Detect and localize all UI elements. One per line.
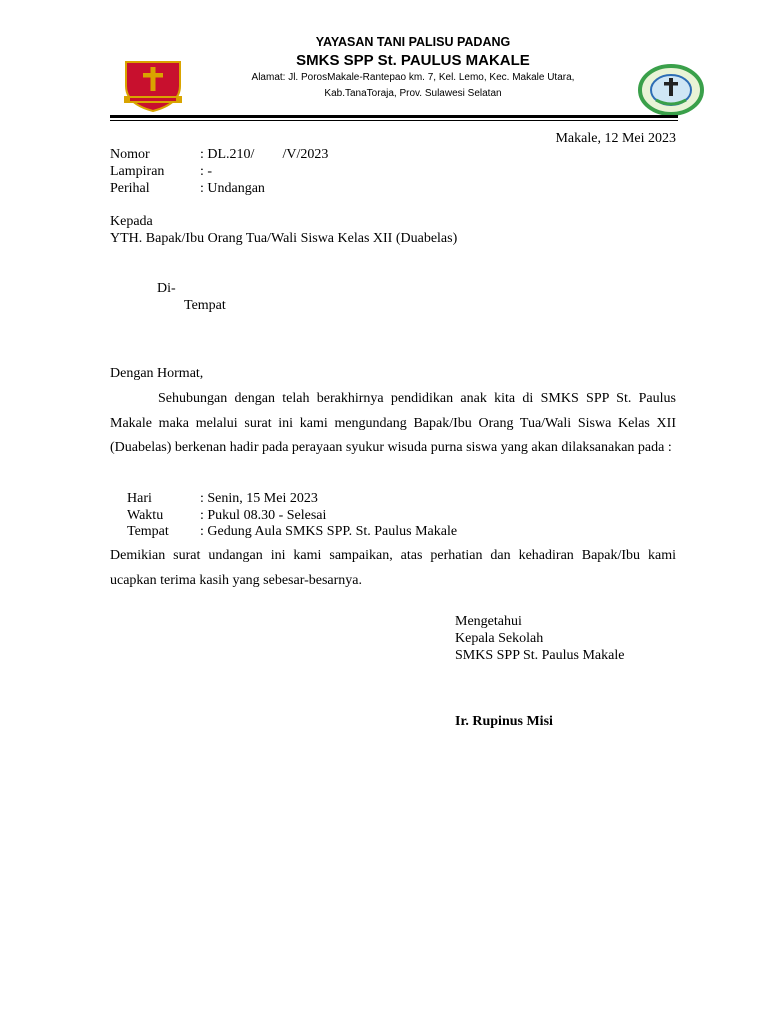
event-label-tempat: Tempat xyxy=(127,524,169,539)
signatory-name: Ir. Rupinus Misi xyxy=(455,714,553,729)
closing-paragraph: Demikian surat undangan ini kami sampaikan, atas perhatian dan kehadiran Bapak/Ibu kami ucapkan terima kasih yang sebesar-besarnya. xyxy=(110,548,676,588)
meta-label-perihal: Perihal xyxy=(110,181,150,196)
event-label-hari: Hari xyxy=(127,491,152,506)
meta-label-nomor: Nomor xyxy=(110,147,150,162)
recipient-name: YTH. Bapak/Ibu Orang Tua/Wali Siswa Kelas XII (Duabelas) xyxy=(110,231,458,246)
meta-value-nomor: : DL.210/ /V/2023 xyxy=(200,147,329,162)
letterhead-rule xyxy=(110,115,678,118)
signature-line-3: SMKS SPP St. Paulus Makale xyxy=(455,648,625,663)
greeting: Dengan Hormat, xyxy=(110,366,204,381)
meta-label-lampiran: Lampiran xyxy=(110,164,165,179)
recipient-place: Tempat xyxy=(184,298,226,313)
invitation-paragraph: Sehubungan dengan telah berakhirnya pendidikan anak kita di SMKS SPP St. Paulus Makale maka melalui surat ini kami mengundang Bapak/Ibu Orang Tua/Wali Siswa Kelas XII (Duabelas) berkenan hadir pada perayaan syukur wisuda purna siswa yang akan dilaksanakan pada : xyxy=(110,391,676,456)
meta-value-lampiran: : - xyxy=(200,164,213,179)
address-line-1: Alamat: Jl. PorosMakale-Rantepao km. 7, Kel. Lemo, Kec. Makale Utara, xyxy=(251,72,575,83)
recipient-to: Kepada xyxy=(110,214,153,229)
foundation-name: YAYASAN TANI PALISU PADANG xyxy=(315,35,511,49)
event-value-hari: : Senin, 15 Mei 2023 xyxy=(200,491,318,506)
signature-line-1: Mengetahui xyxy=(455,614,522,629)
round-school-emblem xyxy=(638,64,704,116)
signature-line-2: Kepala Sekolah xyxy=(455,631,544,646)
letter-date: Makale, 12 Mei 2023 xyxy=(555,131,676,146)
address-line-2: Kab.TanaToraja, Prov. Sulawesi Selatan xyxy=(324,88,502,99)
school-name: SMKS SPP St. PAULUS MAKALE xyxy=(296,52,530,69)
event-label-waktu: Waktu xyxy=(127,508,164,523)
meta-value-perihal: : Undangan xyxy=(200,181,265,196)
letterhead-rule-thin xyxy=(110,120,678,121)
event-value-tempat: : Gedung Aula SMKS SPP. St. Paulus Makale xyxy=(200,524,458,539)
recipient-di: Di- xyxy=(157,281,176,296)
shield-cross-logo xyxy=(120,58,186,114)
event-value-waktu: : Pukul 08.30 - Selesai xyxy=(200,508,327,523)
